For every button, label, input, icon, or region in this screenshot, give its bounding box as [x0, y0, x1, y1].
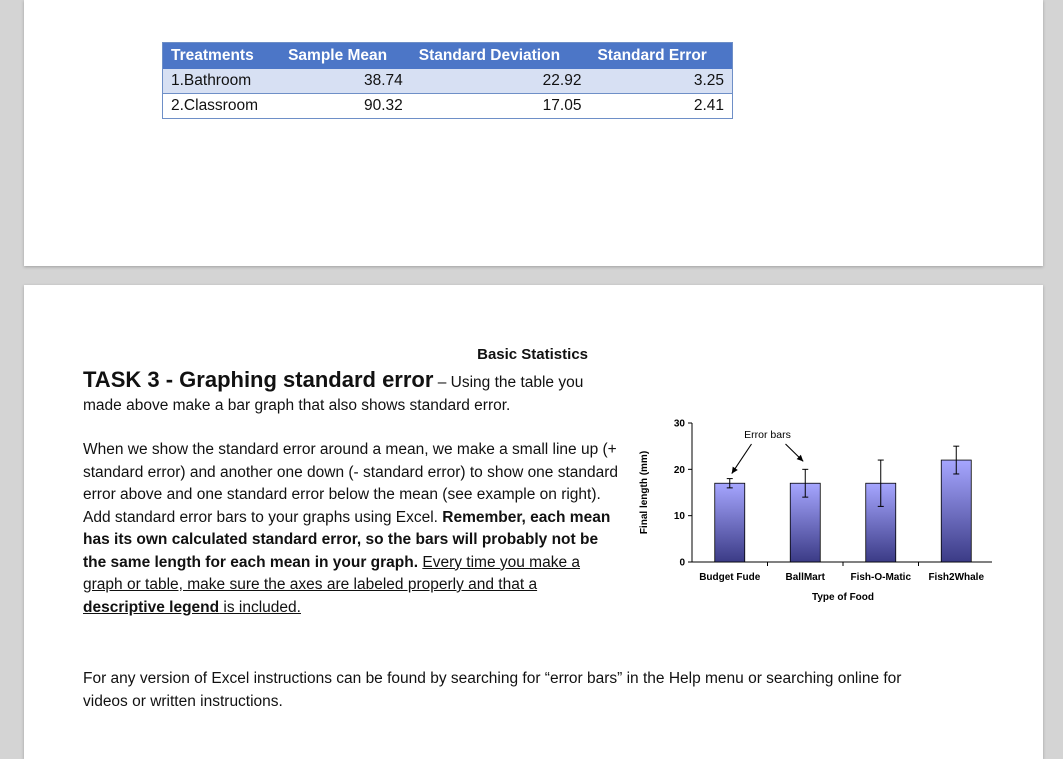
explanation-paragraph: [83, 439, 619, 619]
bar: [941, 460, 971, 562]
y-tick-label: 30: [673, 418, 685, 430]
task-heading: TASK 3 - Graphing standard error: [83, 367, 434, 392]
table-row: [163, 94, 733, 119]
legend-reminder-text-b: is included.: [219, 598, 301, 616]
legend-reminder-text-a: Every time you make a graph or table, make sure the axes are labeled properly and that a: [83, 553, 581, 593]
explanation-bold-text: Remember, each mean has its own calculated standard error, so the bars will probably not be the same length for each mean in your graph.: [83, 508, 611, 571]
page-1: [24, 0, 1043, 266]
x-tick-label: Fish2Whale: [928, 572, 985, 583]
table-header: Sample Mean: [280, 43, 411, 70]
table-cell: 1.Bathroom: [163, 69, 281, 94]
table-cell: 22.92: [411, 69, 590, 94]
table-header: Standard Error: [589, 43, 732, 70]
table-cell: 2.41: [589, 94, 732, 119]
y-axis-label: Final length (mm): [639, 450, 650, 535]
explanation-text: When we show the standard error around a mean, we make a small line up (+ standard error) and another one down (- standard error) to show one standard error above and one standard error below the mean (see example on right). Add standard error bars to your graphs using Excel.: [83, 441, 619, 526]
error-bar-chart: [632, 407, 992, 607]
x-tick-label: Fish-O-Matic: [850, 572, 912, 583]
table-header: Standard Deviation: [411, 43, 590, 70]
x-tick-label: BallMart: [785, 572, 825, 583]
x-axis-label: Type of Food: [811, 592, 875, 603]
annotation-arrow-left-head: [732, 467, 738, 474]
error-bars-annotation: Error bars: [744, 429, 791, 441]
table-cell: 38.74: [280, 69, 411, 94]
statistics-table: [162, 42, 733, 119]
y-tick-label: 0: [679, 557, 685, 569]
table-header-row: [163, 43, 733, 70]
task-body: [83, 369, 619, 619]
x-tick-label: Budget Fude: [699, 572, 761, 583]
legend-reminder-bold: descriptive legend: [83, 598, 220, 616]
task-intro-text: – Using the table you made above make a bar graph that also shows standard error.: [83, 374, 584, 414]
table-cell: 90.32: [280, 94, 411, 119]
page-2: [24, 285, 1043, 759]
bar: [715, 483, 745, 562]
table-header: Treatments: [163, 43, 281, 70]
table-cell: 2.Classroom: [163, 94, 281, 119]
table-row: [163, 69, 733, 94]
y-tick-label: 10: [673, 511, 685, 523]
footer-paragraph: For any version of Excel instructions can be found by searching for “error bars” in the Help menu or searching online for videos or written instructions.: [83, 670, 902, 710]
task-intro-paragraph: [83, 369, 619, 417]
table-cell: 3.25: [589, 69, 732, 94]
page-header-title: Basic Statistics: [477, 346, 588, 363]
y-tick-label: 20: [673, 464, 685, 476]
table-cell: 17.05: [411, 94, 590, 119]
